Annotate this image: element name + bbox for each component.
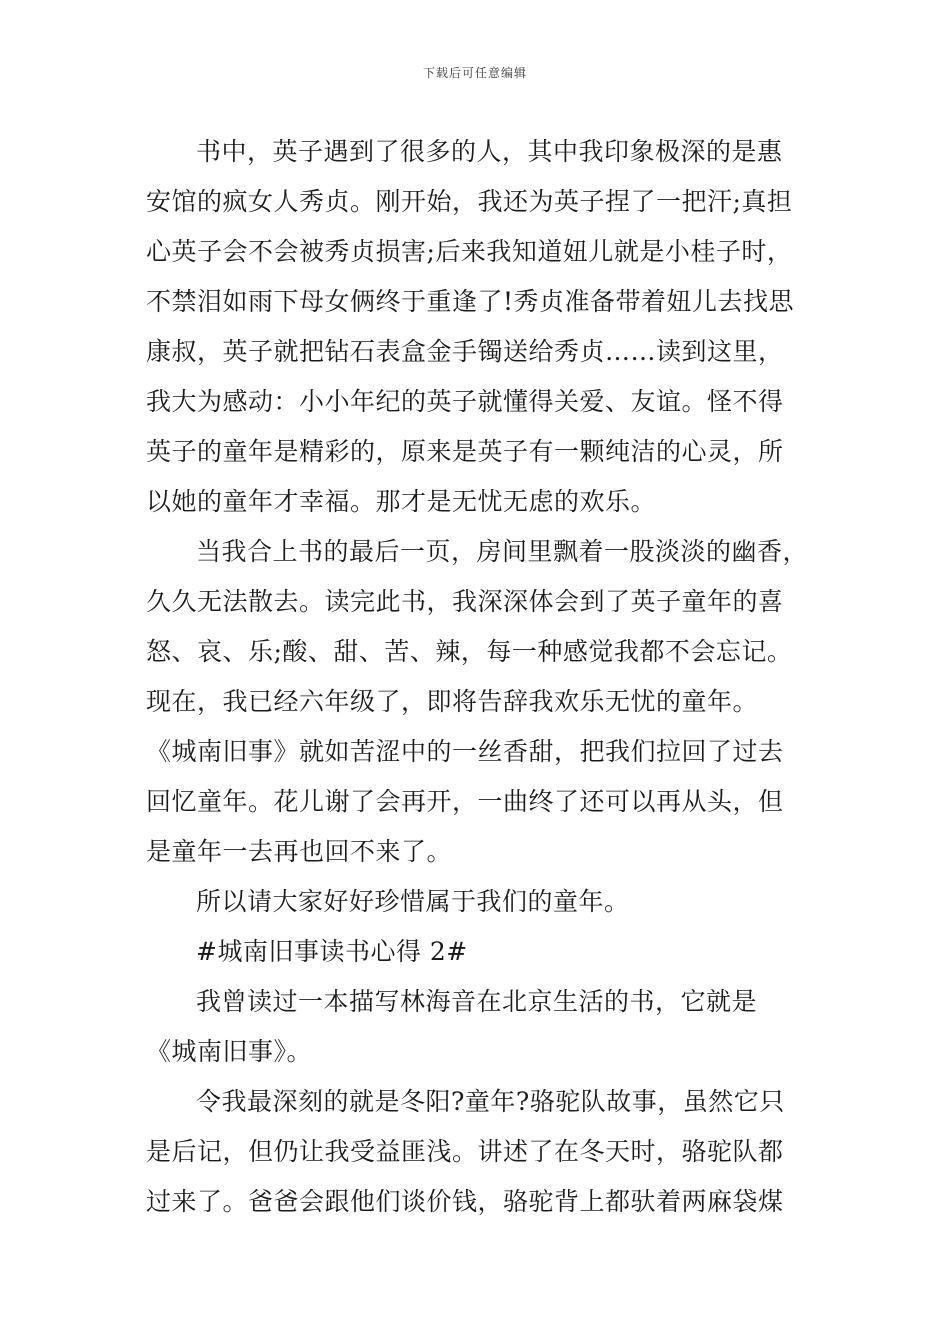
text-line: 怒、哀、乐;酸、甜、苦、辣，每一种感觉我都不会忘记。 bbox=[146, 637, 793, 666]
page-header: 下载后可任意编辑 bbox=[422, 66, 527, 80]
paragraph bbox=[146, 127, 808, 527]
text-line: 回忆童年。花儿谢了会再开，一曲终了还可以再从头，但 bbox=[146, 787, 784, 816]
text-line: 心英子会不会被秀贞损害;后来我知道妞儿就是小桂子时， bbox=[146, 237, 793, 266]
paragraph bbox=[146, 1077, 808, 1227]
text-line: 《城南旧事》就如苦涩中的一丝香甜，把我们拉回了过去 bbox=[146, 737, 784, 766]
text-line: 英子的童年是精彩的，原来是英子有一颗纯洁的心灵，所 bbox=[146, 437, 784, 466]
text-line: 所以请大家好好珍惜属于我们的童年。 bbox=[196, 887, 630, 916]
text-line: 不禁泪如雨下母女俩终于重逢了!秀贞准备带着妞儿去找思 bbox=[146, 287, 795, 316]
text-line: 过来了。爸爸会跟他们谈价钱，骆驼背上都驮着两麻袋煤 bbox=[146, 1187, 784, 1216]
text-line: 是童年一去再也回不来了。 bbox=[146, 837, 453, 866]
paragraph bbox=[146, 877, 808, 927]
document-body bbox=[146, 127, 808, 1227]
text-line: 以她的童年才幸福。那才是无忧无虑的欢乐。 bbox=[146, 487, 657, 516]
text-line: #城南旧事读书心得 2# bbox=[196, 937, 468, 966]
text-line: 当我合上书的最后一页，房间里飘着一股淡淡的幽香， bbox=[196, 537, 809, 566]
text-line: 康叔，英子就把钻石表盒金手镯送给秀贞……读到这里， bbox=[146, 337, 784, 366]
text-line: 我大为感动：小小年纪的英子就懂得关爱、友谊。怪不得 bbox=[146, 387, 784, 416]
text-line: 令我最深刻的就是冬阳?童年?骆驼队故事，虽然它只 bbox=[196, 1087, 785, 1116]
text-line: 我曾读过一本描写林海音在北京生活的书，它就是 bbox=[196, 987, 758, 1016]
text-line: 现在，我已经六年级了，即将告辞我欢乐无忧的童年。 bbox=[146, 687, 759, 716]
text-line: 久久无法散去。读完此书，我深深体会到了英子童年的喜 bbox=[146, 587, 784, 616]
text-line: 书中，英子遇到了很多的人，其中我印象极深的是惠 bbox=[196, 137, 783, 166]
paragraph bbox=[146, 977, 808, 1077]
text-line: 《城南旧事》。 bbox=[146, 1037, 313, 1066]
text-line: 安馆的疯女人秀贞。刚开始，我还为英子捏了一把汗;真担 bbox=[146, 187, 793, 216]
paragraph bbox=[146, 527, 808, 877]
text-line: 是后记，但仍让我受益匪浅。讲述了在冬天时，骆驼队都 bbox=[146, 1137, 784, 1166]
section-heading bbox=[146, 927, 808, 977]
